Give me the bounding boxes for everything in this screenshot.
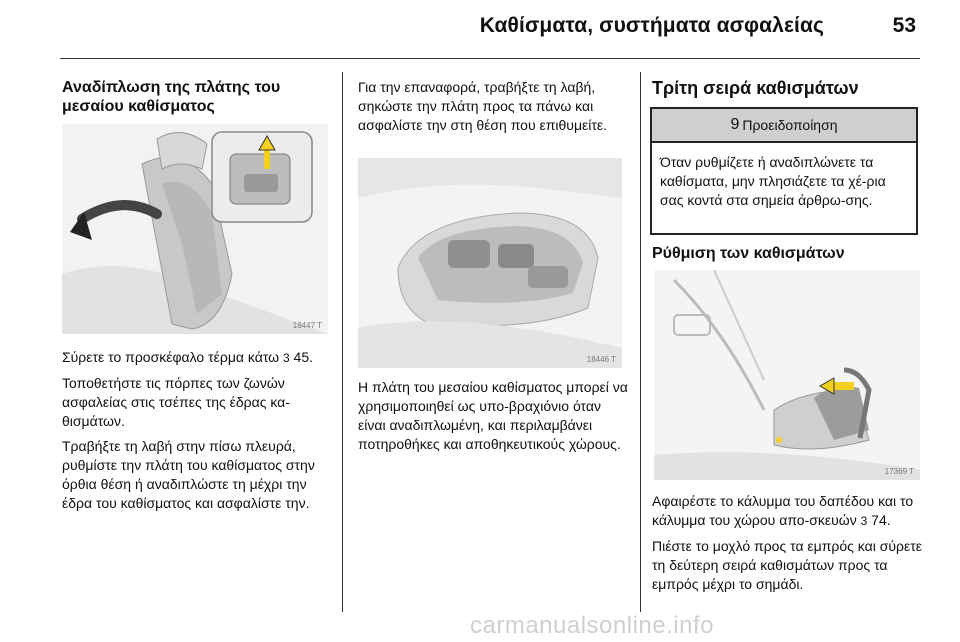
running-header-title: Καθίσματα, συστήματα ασφαλείας	[479, 14, 824, 37]
warning-text: Όταν ρυθμίζετε ή αναδιπλώνετε τα καθίσματα, μην πλησιάζετε τα χέ-ρια σας κοντά στα σημεία άρθρω-σης.	[660, 154, 886, 208]
paragraph-pull-handle: Τραβήξτε τη λαβή στην πίσω πλευρά, ρυθμίστε την πλάτη του καθίσματος στην όρθια θέση ή αναδιπλώστε τη μέχρι την έδρα του καθίσματος και ασφαλίστε την.	[62, 438, 315, 511]
page-number: 53	[892, 14, 916, 37]
paragraph-press-lever: Πιέστε το μοχλό προς τα εμπρός και σύρετε τη δεύτερη σειρά καθισμάτων προς τα εμπρός μέχρι το σημάδι.	[652, 538, 922, 592]
warning-box	[650, 107, 918, 235]
section-heading-third-row: Τρίτη σειρά καθισμάτων	[652, 78, 859, 98]
page-reference-icon: 3	[282, 351, 290, 365]
paragraph-headrest: Σύρετε το προσκέφαλο τέρμα κάτω 3 45.	[62, 349, 314, 365]
warning-title: Προειδοποίηση	[742, 117, 838, 133]
page-reference-icon: 3	[860, 514, 868, 528]
warning-header	[652, 109, 916, 143]
header-divider	[60, 58, 920, 59]
section-heading-fold-middle-seat: Αναδίπλωση της πλάτης του μεσαίου καθίσματος	[62, 79, 281, 115]
paragraph-belt-buckles: Τοποθετήστε τις πόρπες των ζωνών ασφαλείας στις τσέπες της έδρας κα-θισμάτων.	[62, 375, 290, 429]
column-divider-1	[342, 72, 343, 612]
watermark: carmanualsonline.info	[470, 612, 714, 639]
warning-icon: 9	[730, 116, 740, 133]
col2-intro	[358, 78, 630, 141]
figure-floor-lever	[654, 270, 920, 480]
subheading-adjust-seats: Ρύθμιση των καθισμάτων	[652, 245, 845, 262]
floor-lever-illustration	[654, 270, 920, 480]
figure-code: 18446 T	[586, 355, 616, 364]
paragraph-restore: Για την επαναφορά, τραβήξτε τη λαβή, σηκώστε την πλάτη προς τα πάνω και ασφαλίστε την στη θέση που επιθυμείτε.	[358, 79, 608, 133]
figure-code: 18447 T	[292, 321, 322, 330]
figure-fold-seat-backrest	[62, 124, 328, 334]
figure-armrest	[358, 158, 622, 368]
col3-body	[652, 492, 924, 600]
col1-body	[62, 348, 334, 519]
figure-code: 17369 T	[884, 467, 914, 476]
paragraph-armrest-use: Η πλάτη του μεσαίου καθίσματος μπορεί να χρησιμοποιηθεί ως υπο-βραχιόνιο όταν είναι αναδιπλωμένη, και περιλαμβάνει ποτηροθήκες και αποθηκευτικούς χώρους.	[358, 379, 628, 452]
armrest-illustration	[358, 158, 622, 368]
col2-body	[358, 378, 630, 460]
paragraph-remove-cover: Αφαιρέστε το κάλυμμα του δαπέδου και το κάλυμμα του χώρου απο-σκευών 3 74.	[652, 493, 914, 528]
seat-fold-illustration	[62, 124, 328, 334]
column-divider-2	[640, 72, 641, 612]
